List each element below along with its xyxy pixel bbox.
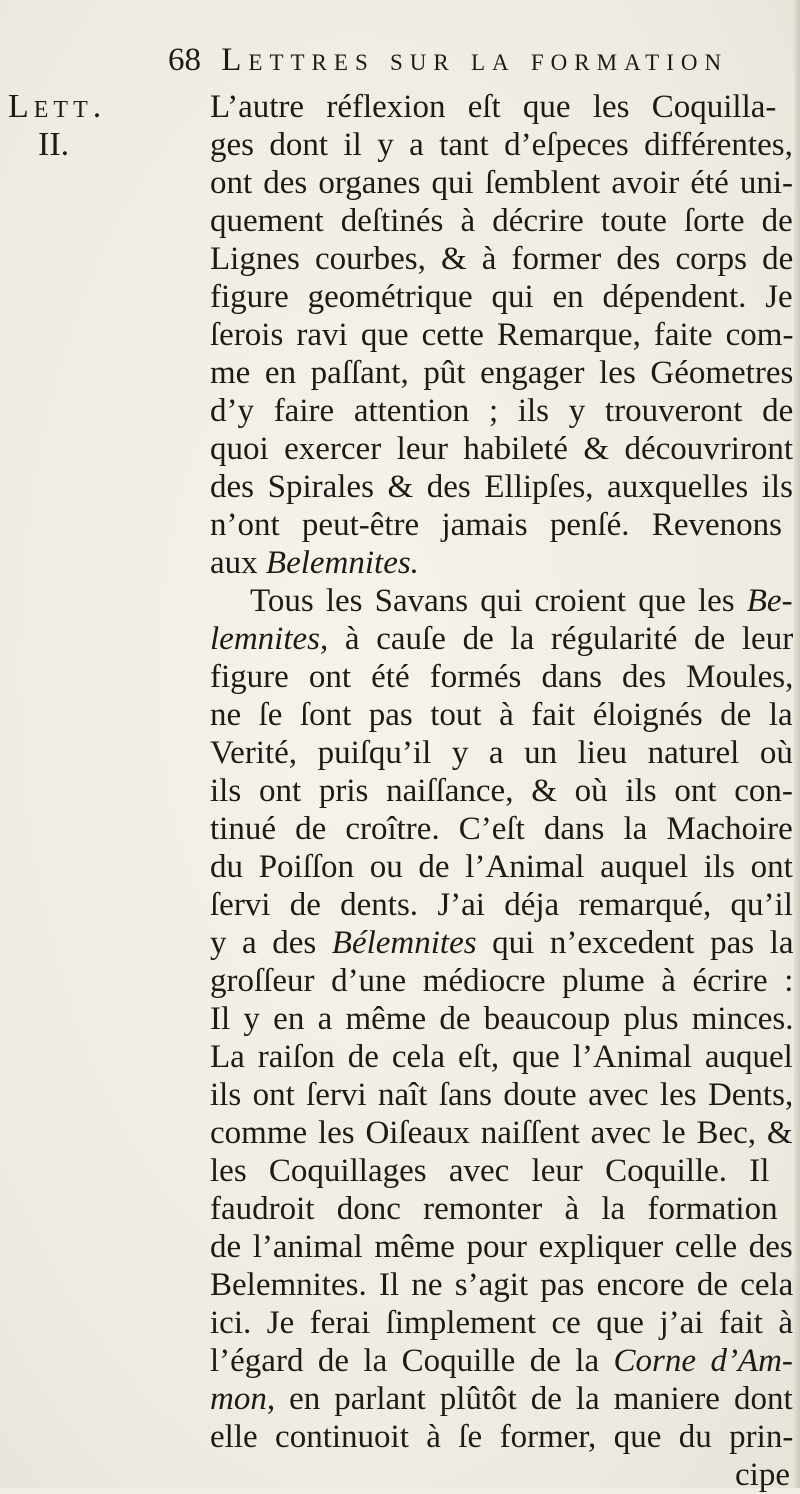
- text-line: ſervi de dents. J’ai déja remarqué, qu’il: [210, 887, 793, 923]
- text-line: ſerois ravi que cette Remarque, faite com-: [210, 317, 794, 353]
- text-line: ici. Je ferai ſimplement ce que j’ai fait à: [210, 1305, 794, 1341]
- running-head: [168, 42, 788, 79]
- margin-note: [8, 88, 106, 164]
- text-line: du Poiſſon ou de l’Animal auquel ils ont: [210, 849, 793, 885]
- text-line: l’égard de la Coquille de la Corne d’Am-: [210, 1343, 793, 1379]
- text-line: ont des organes qui ſemblent avoir été uni-: [210, 165, 794, 201]
- text-line: Lignes courbes, & à former des corps de: [210, 241, 794, 277]
- text-line: mon, en parlant plûtôt de la maniere dont: [210, 1381, 793, 1417]
- text-line: groſſeur d’une médiocre plume à écrire :: [210, 963, 794, 999]
- running-title: Lettres sur la formation: [221, 42, 729, 78]
- text-line: de l’animal même pour expliquer celle des: [210, 1229, 793, 1265]
- text-line: lemnites, à cauſe de la régularité de leur: [210, 621, 794, 657]
- page-edge: [794, 0, 800, 1488]
- text-line: me en paſſant, pût engager les Géometres: [210, 355, 794, 391]
- text-line: des Spirales & des Ellipſes, auxquelles ils: [210, 469, 793, 505]
- text-line: Belemnites. Il ne s’agit pas encore de cela: [210, 1267, 794, 1303]
- text-line: ils ont pris naiſſance, & où ils ont con-: [210, 773, 793, 809]
- text-line: d’y faire attention ; ils y trouveront de: [210, 393, 794, 429]
- text-line: figure ont été formés dans des Moules,: [210, 659, 794, 695]
- text-line: Il y en a même de beaucoup plus minces.: [210, 1001, 794, 1037]
- text-line: faudroit donc remonter à la formation: [210, 1191, 778, 1227]
- text-line: quement deſtinés à décrire toute ſorte de: [210, 203, 793, 239]
- page-number: 68: [168, 42, 201, 78]
- text-line: ges dont il y a tant d’eſpeces différentes,: [210, 127, 793, 163]
- text-line: tinué de croître. C’eſt dans la Machoire: [210, 811, 793, 847]
- text-line: L’autre réflexion eſt que les Coquilla-: [210, 89, 777, 125]
- margin-note-number: II.: [38, 126, 70, 163]
- text-line: ne ſe ſont pas tout à fait éloignés de la: [210, 697, 793, 733]
- text-line: La raiſon de cela eſt, que l’Animal auquel: [210, 1039, 793, 1075]
- text-line: elle continuoit à ſe former, que du prin-: [210, 1419, 794, 1455]
- text-line: les Coquillages avec leur Coquille. Il: [210, 1153, 770, 1189]
- text-line: Verité, puiſqu’il y a un lieu naturel où: [210, 735, 793, 771]
- text-line: ils ont ſervi naît ſans doute avec les Dents,: [210, 1077, 794, 1113]
- text-line: figure geométrique qui en dépendent. Je: [210, 279, 793, 315]
- margin-note-letter: Lett.: [8, 88, 107, 125]
- text-line: y a des Bélemnites qui n’excedent pas la: [210, 925, 794, 961]
- text-line: n’ont peut-être jamais penſé. Revenons: [210, 507, 782, 543]
- catchword: cipe: [735, 1457, 790, 1493]
- text-line: Tous les Savans qui croient que les Be-: [250, 583, 793, 619]
- text-line: quoi exercer leur habileté & découvriront: [210, 431, 794, 467]
- text-line: aux Belemnites.: [210, 545, 419, 581]
- text-line: comme les Oiſeaux naiſſent avec le Bec, &: [210, 1115, 793, 1151]
